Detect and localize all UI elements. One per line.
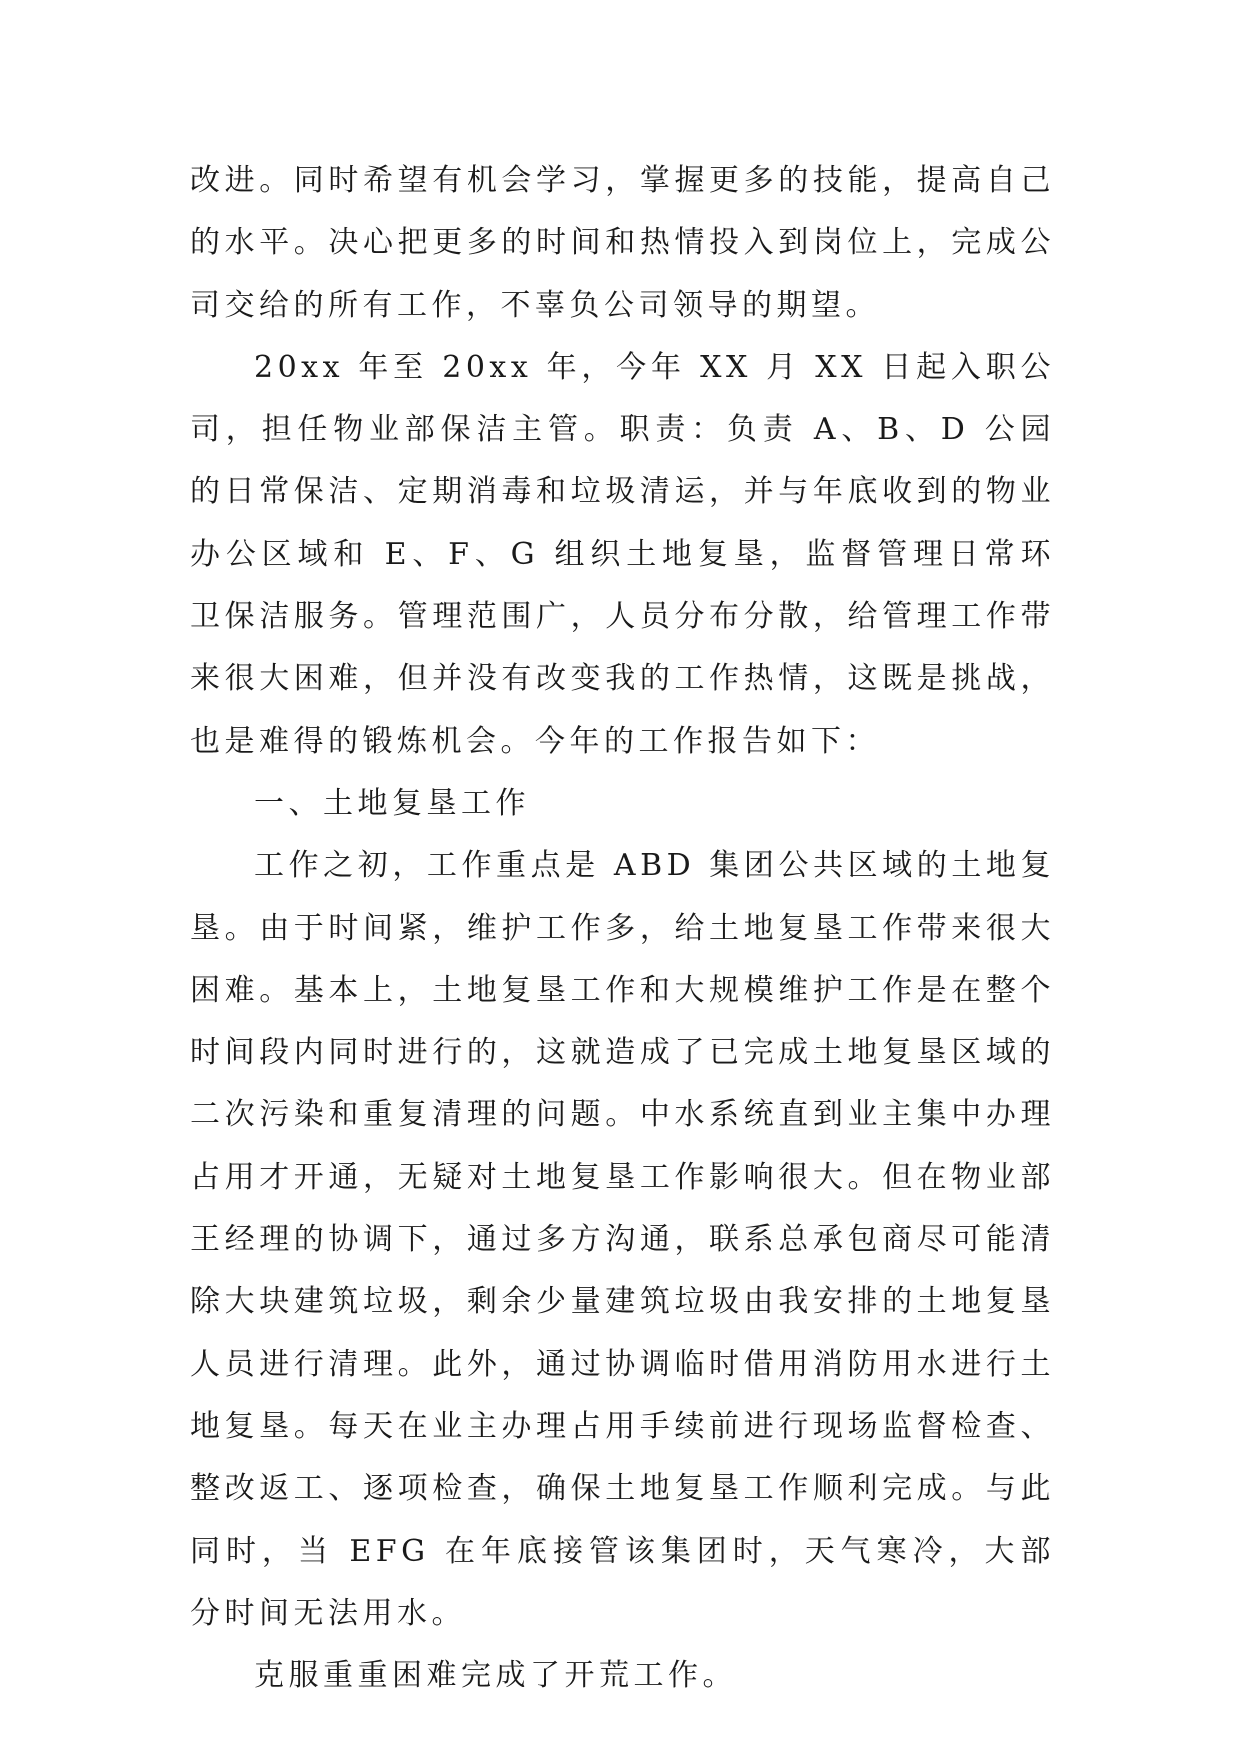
paragraph-continuation: 改进。同时希望有机会学习，掌握更多的技能，提高自己的水平。决心把更多的时间和热情投入到岗位上，完成公司交给的所有工作，不辜负公司领导的期望。	[190, 163, 1055, 323]
paragraph-employment-intro: 20xx 年至 20xx 年，今年 XX 月 XX 日起入职公司，担任物业部保洁主管。职责：负责 A、B、D 公园的日常保洁、定期消毒和垃圾清运，并与年底收到的物业办公区域和 E、F、G 组织土地复垦，监督管理日常环卫保洁服务。管理范围广，人员分布分散，给管理工作带来很大困难，但并没有改变我的工作热情，这既是挑战，也是难得的锻炼机会。今年的工作报告如下：	[190, 349, 1055, 759]
paragraph-land-reclamation-details: 工作之初，工作重点是 ABD 集团公共区域的土地复垦。由于时间紧，维护工作多，给土地复垦工作带来很大困难。基本上，土地复垦工作和大规模维护工作是在整个时间段内同时进行的，这就造成了已完成土地复垦区域的二次污染和重复清理的问题。中水系统直到业主集中办理占用才开通，无疑对土地复垦工作影响很大。但在物业部王经理的协调下，通过多方沟通，联系总承包商尽可能清除大块建筑垃圾，剩余少量建筑垃圾由我安排的土地复垦人员进行清理。此外，通过协调临时借用消防用水进行土地复垦。每天在业主办理占用手续前进行现场监督检查、整改返工、逐项检查，确保土地复垦工作顺利完成。与此同时，当 EFG 在年底接管该集团时，天气寒冷，大部分时间无法用水。	[190, 848, 1055, 1631]
section-heading-land-reclamation: 一、土地复垦工作	[254, 785, 530, 821]
paragraph-conclusion: 克服重重困难完成了开荒工作。	[254, 1658, 737, 1694]
document-body	[190, 150, 1055, 1707]
